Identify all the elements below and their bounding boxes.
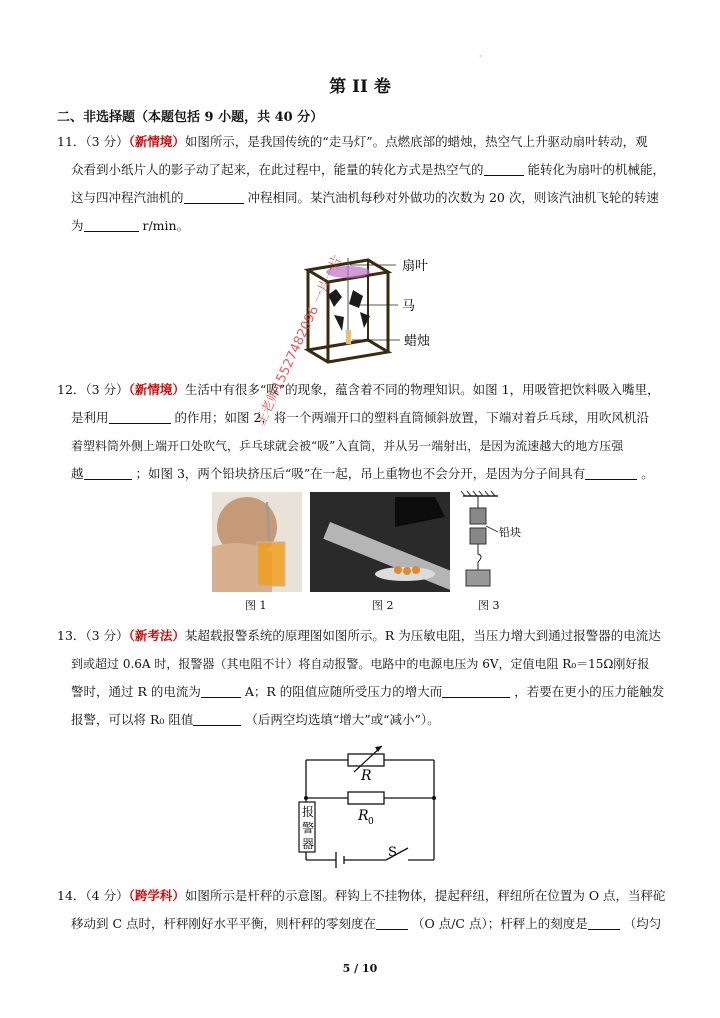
- q12-tag: （新情境）: [128, 382, 185, 397]
- q11-text: 能转化为扇叶的机械能，: [527, 162, 666, 177]
- q13-text: 警时，通过 R 的电流为: [71, 684, 201, 699]
- q14-number: 14．（4 分）: [57, 888, 129, 903]
- q12-text: 越: [71, 466, 84, 481]
- q12-text: 的作用；如图 2，将一个两端开口的塑料直筒倾斜放置，下端对着乒乓球，用吹风机沿: [174, 410, 649, 425]
- resistor-r0-subscript: 0: [368, 817, 374, 827]
- candle-label: 蜡烛: [404, 334, 431, 349]
- answer-blank[interactable]: [84, 465, 132, 480]
- alarm-label-char: 器: [302, 837, 315, 851]
- q12-text: 生活中有很多“吸”的现象，蕴含着不同的物理知识。如图 1，用吸管把饮料吸入嘴里，: [184, 382, 660, 397]
- q12-number: 12．（3 分）: [57, 382, 129, 397]
- blade-label: 扇叶: [402, 259, 429, 274]
- answer-blank[interactable]: [484, 161, 524, 176]
- answer-blank[interactable]: [184, 189, 244, 204]
- q11-text: 为: [71, 218, 84, 233]
- answer-blank[interactable]: [588, 915, 620, 930]
- q12-text: 是利用: [71, 410, 109, 425]
- alarm-label-char: 报: [302, 805, 315, 819]
- answer-blank[interactable]: [84, 217, 139, 232]
- question-14: [57, 882, 667, 938]
- q12-text: ；如图 3，两个铅块挤压后“吸”在一起，吊上重物也不会分开，是因为分子间具有: [135, 466, 586, 481]
- figure-3-caption: 图 3: [478, 599, 500, 612]
- resistor-r-label: R: [361, 768, 372, 784]
- q11-tag: （新情境）: [128, 134, 185, 149]
- q14-text: 如图所示是杆秤的示意图。秤钩上不挂物体，提起秤纽，秤纽所在位置为 O 点，当秤砣: [184, 888, 666, 903]
- q11-text: 这与四冲程汽油机的: [71, 190, 184, 205]
- resistor-r0-label: R: [358, 808, 369, 824]
- page-number: 5 / 10: [342, 962, 378, 975]
- q13-number: 13．（3 分）: [57, 628, 129, 643]
- q11-text: 冲程相同。某汽油机每秒对外做功的次数为 20 次，则该汽油机飞轮的转速: [247, 190, 659, 205]
- alarm-label-char: 警: [302, 821, 315, 835]
- q13-tag: （新考法）: [128, 628, 185, 643]
- question-12: [57, 376, 667, 488]
- q14-tag: （跨学科）: [128, 888, 185, 903]
- horse-label: 马: [402, 299, 416, 314]
- figure-2-caption: 图 2: [372, 599, 394, 612]
- q13-text: 某超载报警系统的原理图如图所示。R 为压敏电阻，当压力增大到通过报警器的电流达: [184, 628, 661, 643]
- figure-2-dryer: [310, 492, 450, 592]
- q11-text: 如图所示，是我国传统的“走马灯”。点燃底部的蜡烛，热空气上升驱动扇叶转动，观: [184, 134, 648, 149]
- q13-text: （后两空均选填“增大”或“减小”）。: [245, 712, 440, 727]
- answer-blank[interactable]: [109, 409, 171, 424]
- switch-label: S: [388, 845, 397, 860]
- corner-mark: ·: [479, 52, 482, 61]
- answer-blank[interactable]: [193, 711, 241, 726]
- page-title: 第 II 卷: [329, 77, 391, 97]
- q14-text: 移动到 C 点时，杆秤刚好水平平衡，则杆秤的零刻度在: [71, 916, 377, 931]
- watermark: 王老师15527482096 一片一片: [253, 253, 346, 429]
- q13-text: ，若要在更小的压力能触发: [514, 684, 665, 699]
- answer-blank[interactable]: [376, 915, 408, 930]
- q11-number: 11．（3 分）: [57, 134, 129, 149]
- q13-text: 报警，可以将 R₀ 阻值: [71, 712, 194, 727]
- q12-text: 。: [641, 466, 654, 481]
- answer-blank[interactable]: [585, 465, 637, 480]
- answer-blank[interactable]: [201, 683, 241, 698]
- q11-text: r/min。: [142, 218, 190, 233]
- question-13: [57, 622, 667, 734]
- figure-1-caption: 图 1: [245, 599, 267, 612]
- q11-text: 众看到小纸片人的影子动了起来，在此过程中，能量的转化方式是热空气的: [71, 162, 484, 177]
- figure-3-lead-blocks: [458, 490, 538, 594]
- q12-text: 着塑料筒外侧上端开口处吹气，乒乓球就会被“吸”入直筒，并从另一端射出，是因为流速越大的地方压强: [71, 439, 624, 453]
- alarm-circuit-diagram: [296, 740, 446, 868]
- lead-block-label: 铅块: [499, 526, 521, 539]
- answer-blank[interactable]: [442, 683, 510, 698]
- q14-text: （均匀: [623, 916, 662, 931]
- q13-text: 到或超过 0.6A 时，报警器（其电阻不计）将自动报警。电路中的电源电压为 6V，定值电阻 R₀＝15Ω刚好报: [71, 657, 650, 671]
- q13-text: A；R 的阻值应随所受压力的增大而: [244, 684, 443, 699]
- figure-1-straw: [212, 492, 302, 592]
- q14-text: （O 点/C 点）；杆秤上的刻度是: [412, 916, 588, 931]
- section-heading: 二、非选择题（本题包括 9 小题，共 40 分）: [57, 110, 324, 125]
